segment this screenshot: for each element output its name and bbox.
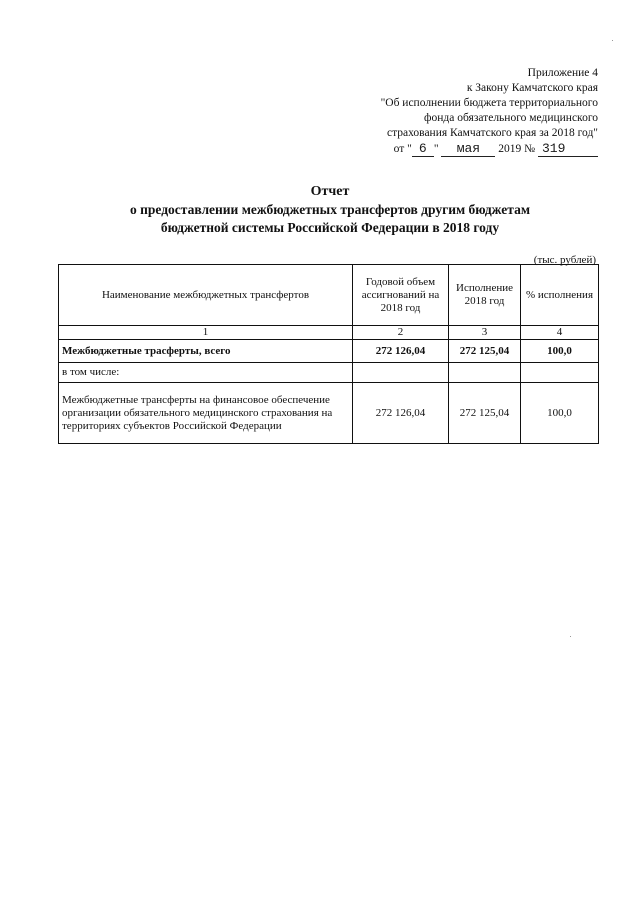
row-name: Межбюджетные трасферты, всего bbox=[59, 340, 353, 363]
appendix-law-name-3: страхования Камчатского края за 2018 год" bbox=[386, 127, 598, 139]
row-executed bbox=[449, 363, 521, 383]
table-header-row bbox=[59, 265, 599, 326]
row-planned bbox=[353, 363, 449, 383]
date-year: 2019 № bbox=[498, 143, 536, 155]
row-percent: 100,0 bbox=[521, 383, 599, 444]
row-planned: 272 126,04 bbox=[353, 383, 449, 444]
law-number: 319 bbox=[538, 142, 598, 157]
header-name: Наименование межбюджетных трансфертов bbox=[59, 265, 353, 326]
column-number: 1 bbox=[59, 326, 353, 340]
date-day: 6 bbox=[412, 142, 434, 157]
units-note: (тыс. рублей) bbox=[533, 254, 596, 266]
appendix-header bbox=[298, 66, 598, 157]
appendix-law-name-2: фонда обязательного медицинского bbox=[424, 112, 598, 124]
column-number: 4 bbox=[521, 326, 599, 340]
report-title-line-2: о предоставлении межбюджетных трансфертов другим бюджетам bbox=[129, 202, 531, 217]
report-title-line-3: бюджетной системы Российской Федерации в 2018 году bbox=[160, 220, 500, 235]
row-name: в том числе: bbox=[59, 363, 353, 383]
report-title-main: Отчет bbox=[310, 184, 350, 199]
row-percent: 100,0 bbox=[521, 340, 599, 363]
table-row bbox=[59, 383, 599, 444]
table-row bbox=[59, 363, 599, 383]
date-quote: " bbox=[433, 143, 439, 155]
column-number: 3 bbox=[449, 326, 521, 340]
row-name: Межбюджетные трансферты на финансовое обеспечение организации обязательного медицинского страхования на территориях субъектов Российской Федерации bbox=[59, 383, 353, 444]
column-number: 2 bbox=[353, 326, 449, 340]
header-executed: Исполнение 2018 год bbox=[449, 265, 521, 326]
row-percent bbox=[521, 363, 599, 383]
row-planned: 272 126,04 bbox=[353, 340, 449, 363]
scan-speck bbox=[612, 40, 613, 41]
row-executed: 272 125,04 bbox=[449, 383, 521, 444]
header-percent: % исполнения bbox=[521, 265, 599, 326]
table-row bbox=[59, 340, 599, 363]
appendix-date-line bbox=[298, 142, 598, 157]
row-executed: 272 125,04 bbox=[449, 340, 521, 363]
date-month: мая bbox=[441, 142, 495, 157]
report-table bbox=[58, 264, 599, 444]
appendix-title: Приложение 4 bbox=[527, 67, 598, 79]
appendix-law-ref: к Закону Камчатского края bbox=[466, 82, 598, 94]
date-prefix: от " bbox=[393, 143, 412, 155]
report-title bbox=[60, 183, 600, 237]
appendix-law-name-1: "Об исполнении бюджета территориального bbox=[380, 97, 598, 109]
scan-speck bbox=[570, 636, 571, 637]
header-planned: Годовой объем ассигнований на 2018 год bbox=[353, 265, 449, 326]
column-number-row bbox=[59, 326, 599, 340]
